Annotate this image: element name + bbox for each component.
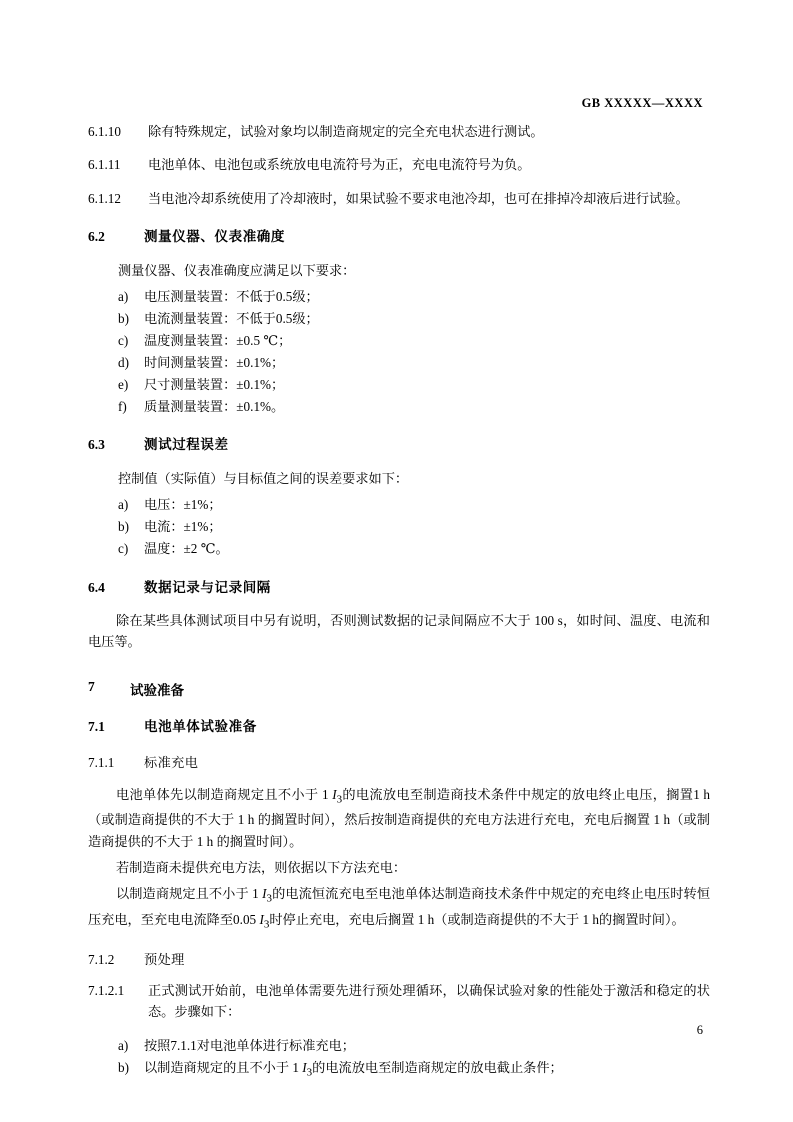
symbol-current: I bbox=[302, 1059, 307, 1075]
symbol-subscript: 3 bbox=[263, 918, 270, 931]
heading-title: 数据记录与记录间隔 bbox=[144, 579, 271, 595]
clause-7-1-2-1 bbox=[88, 981, 710, 1022]
clause-number: 6.1.11 bbox=[88, 157, 121, 173]
list-item-label: d) bbox=[118, 354, 129, 370]
heading-7-1-2 bbox=[88, 950, 710, 970]
heading-number: 7.1.1 bbox=[88, 755, 115, 771]
section-7-1-1-para-2: 若制造商未提供充电方法，则依据以下方法充电： bbox=[116, 860, 407, 876]
list-item-text: 电流：±1%； bbox=[144, 518, 222, 534]
clause-text: 除有特殊规定，试验对象均以制造商规定的完全充电状态进行测试。 bbox=[148, 124, 544, 139]
list-item-text: 温度：±2 ℃。 bbox=[144, 540, 229, 556]
text-fragment: 以制造商规定且不小于 1 bbox=[116, 886, 263, 902]
clause-number: 6.1.12 bbox=[88, 190, 121, 206]
text-fragment: 时停止充电，充电后搁置 1 h（或制造商提供的不大于 1 h的搁置时间）。 bbox=[269, 911, 685, 927]
list-item bbox=[118, 516, 710, 538]
list-item-label: c) bbox=[118, 540, 129, 556]
clause-text: 电池单体、电池包或系统放电电流符号为正，充电电流符号为负。 bbox=[148, 157, 531, 173]
page-header: GB XXXXX—XXXX bbox=[581, 96, 703, 110]
page-content bbox=[88, 122, 710, 1086]
list-item bbox=[118, 396, 710, 418]
list-item-text: 尺寸测量装置：±0.1%； bbox=[144, 376, 285, 392]
list-item-label: a) bbox=[118, 1038, 129, 1053]
list-item-label: f) bbox=[118, 398, 127, 414]
heading-title: 预处理 bbox=[144, 952, 185, 968]
symbol-current: I bbox=[259, 911, 264, 927]
heading-number: 6.4 bbox=[88, 579, 105, 595]
list-item bbox=[118, 286, 710, 308]
list-item-label: b) bbox=[118, 518, 129, 534]
clause-number: 7.1.2.1 bbox=[88, 983, 125, 999]
list-item-text: 温度测量装置：±0.5 ℃； bbox=[144, 332, 292, 348]
clause-6-1-11 bbox=[88, 155, 710, 175]
text-fragment: 的电流放电至制造商技术条件中规定的放电终止电压，搁置1 h（或制造商提供的不大于 1 h 的搁置时间），然后按制造商提供的充电方法进行充电，充电后搁置 1 h（或制造商提供的不大于 1 h 的搁置时间）。 bbox=[88, 786, 710, 849]
section-6-4-paragraph: 除在某些具体测试项目中另有说明，否则测试数据的记录间隔应不大于 100 s，如时间、温度、电流和电压等。 bbox=[88, 613, 710, 650]
list-item-label: b) bbox=[118, 1059, 129, 1075]
list-item bbox=[118, 330, 710, 352]
list-item-text: 质量测量装置：±0.1%。 bbox=[144, 398, 285, 414]
clause-number: 6.1.10 bbox=[88, 124, 121, 139]
list-item bbox=[118, 1035, 710, 1057]
symbol-subscript: 3 bbox=[336, 793, 343, 806]
list-item-label: a) bbox=[118, 288, 129, 304]
heading-number: 7 bbox=[88, 678, 95, 694]
list-item-text: 按照7.1.1对电池单体进行标准充电； bbox=[144, 1038, 355, 1053]
clause-text: 当电池冷却系统使用了冷却液时，如果试验不要求电池冷却，也可在排掉冷却液后进行试验。 bbox=[148, 190, 689, 206]
text-fragment: 以制造商规定的且不小于 1 bbox=[144, 1059, 303, 1075]
list-item-label: b) bbox=[118, 310, 129, 326]
list-item-text bbox=[144, 1057, 710, 1082]
symbol-subscript: 3 bbox=[266, 893, 272, 906]
heading-number: 7.1.2 bbox=[88, 952, 115, 968]
list-item bbox=[118, 352, 710, 374]
section-7-1-1-para-3 bbox=[88, 883, 710, 934]
list-item-label: c) bbox=[118, 332, 129, 348]
heading-7-1-1 bbox=[88, 753, 710, 773]
symbol-subscript: 3 bbox=[306, 1066, 313, 1079]
list-item-label: e) bbox=[118, 376, 129, 392]
text-fragment: 电池单体先以制造商规定且不小于 1 bbox=[116, 786, 333, 802]
list-item-label: a) bbox=[118, 497, 129, 513]
clause-text: 正式测试开始前，电池单体需要先进行预处理循环，以确保试验对象的性能处于激活和稳定的状态。步骤如下： bbox=[148, 983, 710, 1019]
list-item bbox=[118, 538, 710, 560]
clause-6-1-10 bbox=[88, 122, 710, 142]
section-6-3-list bbox=[88, 494, 710, 560]
list-item bbox=[118, 494, 710, 516]
list-item-text: 电流测量装置：不低于0.5级； bbox=[144, 310, 319, 326]
heading-7-1 bbox=[88, 717, 710, 737]
list-item-text: 电压测量装置：不低于0.5级； bbox=[144, 288, 319, 304]
heading-6-4 bbox=[88, 578, 710, 598]
heading-title: 测量仪器、仪表准确度 bbox=[144, 229, 285, 245]
list-item bbox=[118, 1057, 710, 1082]
heading-title: 标准充电 bbox=[144, 755, 199, 771]
section-6-2-intro: 测量仪器、仪表准确度应满足以下要求： bbox=[118, 262, 356, 278]
section-6-3-intro: 控制值（实际值）与目标值之间的误差要求如下： bbox=[118, 470, 409, 486]
section-6-2-list bbox=[88, 286, 710, 417]
heading-number: 6.3 bbox=[88, 437, 105, 453]
list-item bbox=[118, 374, 710, 396]
heading-title: 测试过程误差 bbox=[144, 437, 229, 453]
list-item bbox=[118, 308, 710, 330]
page-number: 6 bbox=[696, 1023, 703, 1037]
clause-6-1-12 bbox=[88, 189, 710, 209]
heading-6-2 bbox=[88, 227, 710, 247]
text-fragment: 的电流恒流充电至电池单体达制造商技术条件中规定的充电终止电压时转恒压充电，至充电电流降至0.05 bbox=[88, 886, 711, 927]
symbol-current: I bbox=[332, 786, 337, 802]
heading-number: 7.1 bbox=[88, 718, 105, 734]
heading-6-3 bbox=[88, 435, 710, 455]
list-item-text: 时间测量装置：±0.1%； bbox=[144, 354, 285, 370]
text-fragment: 的电流放电至制造商规定的放电截止条件； bbox=[312, 1059, 563, 1075]
heading-title: 电池单体试验准备 bbox=[144, 718, 257, 734]
heading-7 bbox=[88, 679, 710, 699]
heading-title: 试验准备 bbox=[130, 682, 184, 698]
symbol-current: I bbox=[262, 886, 267, 902]
list-item-text: 电压：±1%； bbox=[144, 497, 222, 513]
section-7-1-2-1-list bbox=[88, 1035, 710, 1082]
section-7-1-1-para-1 bbox=[88, 784, 710, 852]
heading-number: 6.2 bbox=[88, 229, 105, 245]
